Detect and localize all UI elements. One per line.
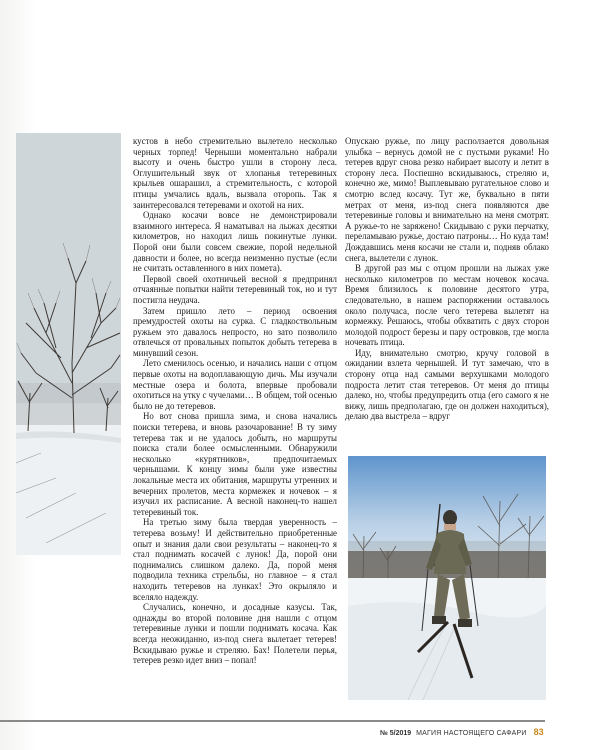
footer-rule bbox=[0, 720, 545, 722]
article-column-2 bbox=[345, 136, 549, 422]
paragraph: Случались, конечно, и досадные казусы. Так, однажды во второй половине дня нашли с отцом тетеревиные лунки и пошли поднимать косача. Как всегда неожиданно, из-под снега вылетает тетерев! Вскидываю ружье и стреляю. Бах! Полетели перья, тетерев резко идет вниз – попал! bbox=[133, 602, 337, 666]
paragraph: На третью зиму была твердая уверенность – тетерева возьму! И действительно приобретенные опыт и знания дали свои результаты – наконец-то я стал поднимать косачей с лунок! Да, порой они поднимались слишком далеко. Да, порой меня подводила техника стрельбы, но главное – я стал находить тетеревов на лунках! Это окрыляло и вселяло надежду. bbox=[133, 517, 337, 602]
paragraph: Иду, внимательно смотрю, кручу головой в ожидании взлета чернышей. И тут замечаю, что в сторону отца над самыми верхушками молодого подроста летит стая тетеревов. От меня до птицы далеко, но, чтобы предупредить отца (его самого я не вижу, лишь предполагаю, где он должен находиться), делаю два выстрела – вдруг bbox=[345, 347, 549, 422]
article-column-1 bbox=[133, 136, 337, 666]
issue-number: № 5/2019 bbox=[380, 730, 412, 737]
hunter-illustration bbox=[348, 456, 546, 700]
paragraph: Первой своей охотничьей весной я предпринял отчаянные попытки найти тетеревиный ток, но и тут постигла неудача. bbox=[133, 273, 337, 305]
page-number: 83 bbox=[533, 727, 544, 737]
paragraph: Опускаю ружье, по лицу расползается довольная улыбка – вернусь домой не с пустыми руками! Но тетерев вдруг снова резко набирает высоту и летит в сторону леса. Поспешно вскидываюсь, стреляю и, конечно же, мимо! Выплевываю ругательное слово и смотрю вслед косачу. Тут же, буквально в пяти метрах от меня, из-под снега появляются две тетеревиные головы и внимательно на меня смотрят. А ружье-то не заряжено! Скидываю с руки перчатку, переламываю ружье, достаю патроны… Но куда там! Дождавшись меня косачи не стали и, подняв облако снега, вылетели с лунок. bbox=[345, 136, 549, 263]
winter-trees-illustration bbox=[16, 133, 121, 555]
hunter-on-skis-photo bbox=[348, 456, 546, 700]
winter-trees-photo bbox=[16, 133, 121, 555]
magazine-title: МАГИЯ НАСТОЯЩЕГО САФАРИ bbox=[416, 730, 527, 737]
paragraph: кустов в небо стремительно вылетело несколько черных торпед! Черныши моментально набрали высоту и очень быстро ушли в сторону леса. Оглушительный звук от хлопанья тетеревиных крыльев ошарашил, а стремительность, с которой птицы умчались вдаль, вызвала оторопь. Так я заинтересовался тетеревами и охотой на них. bbox=[133, 136, 337, 210]
paragraph: В другой раз мы с отцом прошли на лыжах уже несколько километров по местам ночевок косача. Время близилось к половине десятого утра, следовательно, в нашем распоряжении оставалось около получаса, после чего тетерева вылетят на кормежку. Решаюсь, чтобы обхватить с двух сторон молодой подрост березы и пару островков, где могла ночевать птица. bbox=[345, 263, 549, 348]
paragraph: Однако косачи вовсе не демонстрировали взаимного интереса. Я наматывал на лыжах десятки километров, но находил лишь покинутые лунки. Порой они были совсем свежие, порой недельной давности и более, но всегда неизменно пустые (если не считать оставленного в них помета). bbox=[133, 210, 337, 274]
paragraph: Но вот снова пришла зима, и снова начались поиски тетерева, и вновь разочарование! В ту зиму тетерева так и не удалось добыть, но маршруты поиска стали более осмысленными. Обнаружили несколько «курятников», предпочитаемых чернышами. К концу зимы были уже известны локальные места их обитания, маршруты утренних и вечерних пролетов, места кормежек и ночевок – я изучил их расписание. А весной наконец-то нашел тетеревиный ток. bbox=[133, 411, 337, 517]
paragraph: Лето сменилось осенью, и начались наши с отцом первые охоты на водоплавающую дичь. Мы изучали местные озера и болота, впервые пробовали охотиться на утку с чучелами… В общем, той осенью было не до тетеревов. bbox=[133, 358, 337, 411]
paragraph: Затем пришло лето – период освоения премудростей охоты на сурка. С гладкоствольным ружьем это давалось непросто, но зато позволило отвлечься от провальных попыток добыть тетерева в минувший сезон. bbox=[133, 305, 337, 358]
page-footer bbox=[380, 727, 545, 737]
